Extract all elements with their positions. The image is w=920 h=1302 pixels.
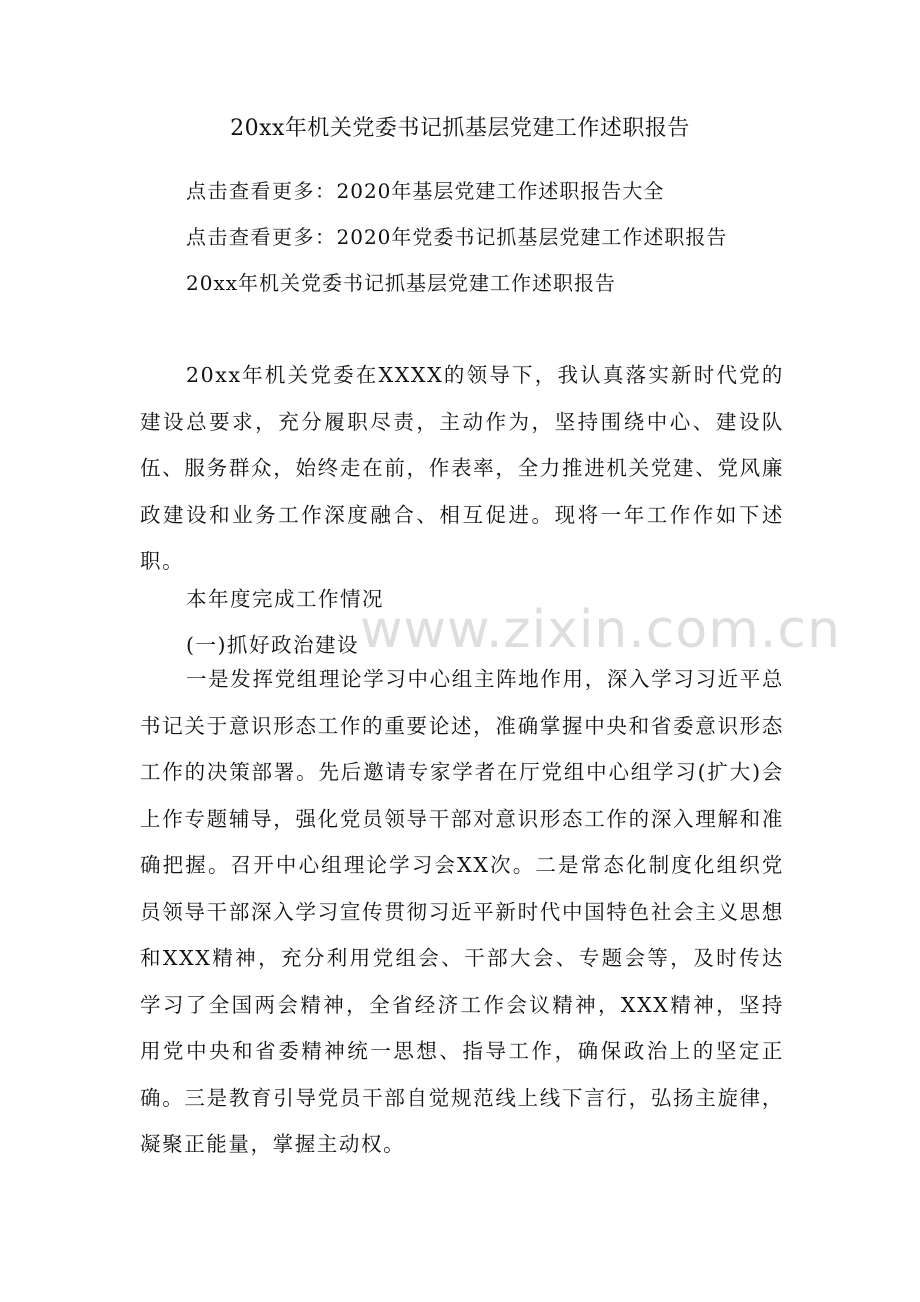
subsection-heading: (一)抓好政治建设 bbox=[186, 633, 359, 657]
site-watermark: www.zixin.com.cn bbox=[360, 600, 841, 660]
more-link-1[interactable] bbox=[186, 176, 664, 206]
more-link-prefix: 点击查看更多： bbox=[186, 179, 337, 203]
more-link-text[interactable]: 2020年党委书记抓基层党建工作述职报告 bbox=[336, 225, 728, 249]
political-building-paragraph: 一是发挥党组理论学习中心组主阵地作用，深入学习习近平总书记关于意识形态工作的重要论述，准确掌握中央和省委意识形态工作的决策部署。先后邀请专家学者在厅党组中心组学习(扩大)会上作专题辅导，强化党员领导干部对意识形态工作的深入理解和准确把握。召开中心组理论学习会XX次。二是常态化制度化组织党员领导干部深入学习宣传贯彻习近平新时代中国特色社会主义思想和XXX精神，充分利用党组会、干部大会、专题会等，及时传达学习了全国两会精神，全省经济工作会议精神，XXX精神，坚持用党中央和省委精神统一思想、指导工作，确保政治上的坚定正确。三是教育引导党员干部自觉规范线上线下言行，弘扬主旋律，凝聚正能量，掌握主动权。 bbox=[140, 667, 784, 1156]
subtitle-repeat: 20xx年机关党委书记抓基层党建工作述职报告 bbox=[186, 271, 617, 295]
document-title: 20xx年机关党委书记抓基层党建工作述职报告 bbox=[230, 116, 690, 141]
more-link-2[interactable] bbox=[186, 222, 727, 252]
intro-paragraph: 20xx年机关党委在XXXX的领导下，我认真落实新时代党的建设总要求，充分履职尽责，主动作为，坚持围绕中心、建设队伍、服务群众，始终走在前，作表率，全力推进机关党建、党风廉政建设和业务工作深度融合、相互促进。现将一年工作作如下述职。 bbox=[140, 363, 784, 573]
more-link-text[interactable]: 2020年基层党建工作述职报告大全 bbox=[336, 179, 665, 203]
more-link-prefix: 点击查看更多： bbox=[186, 225, 337, 249]
section-heading: 本年度完成工作情况 bbox=[186, 587, 384, 611]
